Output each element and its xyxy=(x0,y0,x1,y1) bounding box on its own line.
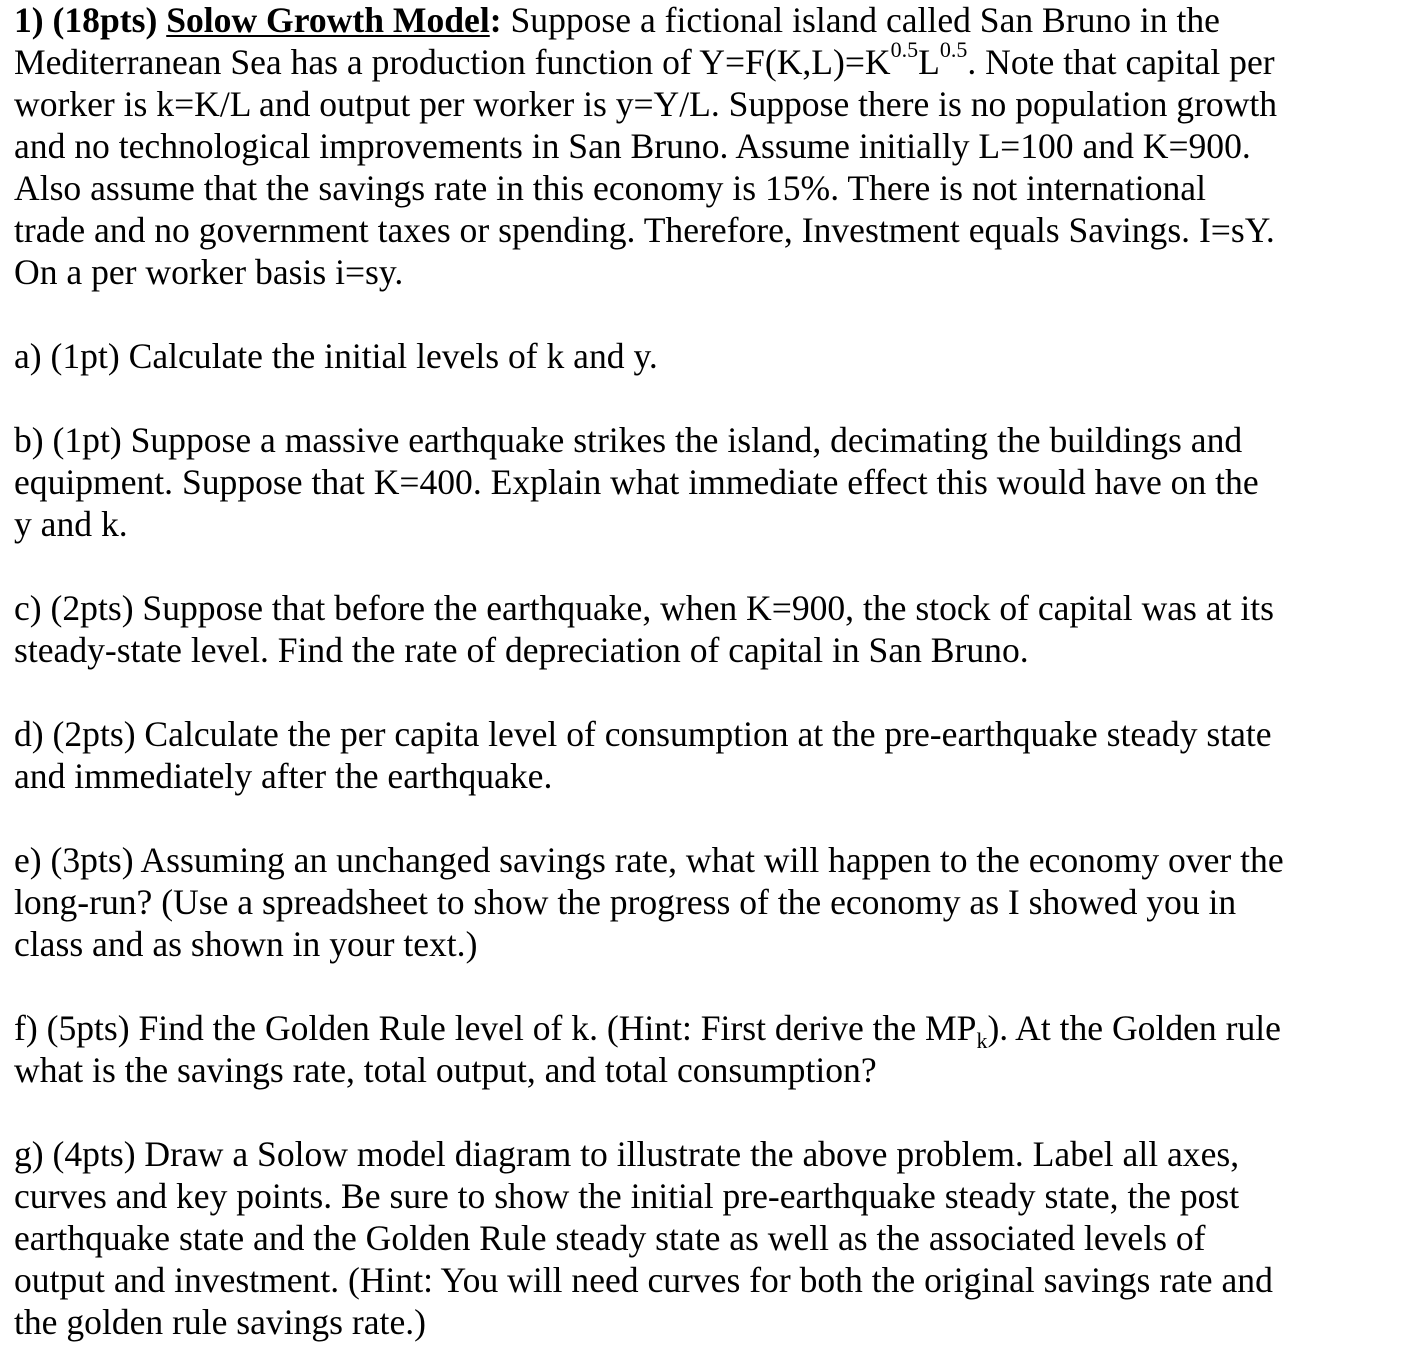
part-d xyxy=(14,713,1414,797)
spacer xyxy=(14,797,1414,839)
part-g-line-5: the golden rule savings rate.) xyxy=(14,1302,426,1342)
part-b-line-3: y and k. xyxy=(14,504,128,544)
part-f-line-1 xyxy=(14,1007,1414,1054)
part-c xyxy=(14,587,1414,671)
problem-document xyxy=(14,0,1414,1343)
part-d-line-1: d) (2pts) Calculate the per capita level of consumption at the pre-earthquake steady state xyxy=(14,714,1272,754)
question-number: 1) xyxy=(14,0,44,40)
intro-line-1 xyxy=(14,0,1414,41)
question-topic-colon: : xyxy=(489,0,502,40)
exponent-l: 0.5 xyxy=(939,37,968,63)
part-d-line-2: and immediately after the earthquake. xyxy=(14,756,553,796)
question-topic: Solow Growth Model xyxy=(166,0,490,40)
intro-line-6: trade and no government taxes or spending. Therefore, Investment equals Savings. I=sY. xyxy=(14,210,1275,250)
part-g xyxy=(14,1133,1414,1343)
question-intro xyxy=(14,0,1414,293)
intro-text-1: Suppose a fictional island called San Bruno in the xyxy=(501,0,1220,40)
intro-line-5: Also assume that the savings rate in this economy is 15%. There is not international xyxy=(14,168,1206,208)
mpk-subscript: k xyxy=(976,1028,988,1054)
part-f-line-2: what is the savings rate, total output, and total consumption? xyxy=(14,1050,877,1090)
part-b xyxy=(14,419,1414,545)
intro-line-7: On a per worker basis i=sy. xyxy=(14,252,404,292)
spacer xyxy=(14,1091,1414,1133)
intro-line-4: and no technological improvements in San Bruno. Assume initially L=100 and K=900. xyxy=(14,126,1251,166)
part-e-line-1: e) (3pts) Assuming an unchanged savings rate, what will happen to the economy over the xyxy=(14,840,1284,880)
part-b-line-2: equipment. Suppose that K=400. Explain what immediate effect this would have on the xyxy=(14,462,1259,502)
part-f-text-1a: f) (5pts) Find the Golden Rule level of k. (Hint: First derive the MP xyxy=(14,1008,977,1048)
part-f xyxy=(14,1007,1414,1091)
part-f-text-1b: ). At the Golden rule xyxy=(987,1008,1281,1048)
exponent-k: 0.5 xyxy=(890,37,919,63)
part-g-line-2: curves and key points. Be sure to show the initial pre-earthquake steady state, the post xyxy=(14,1176,1240,1216)
part-e-line-3: class and as shown in your text.) xyxy=(14,924,478,964)
intro-text-2c: . Note that capital per xyxy=(967,42,1275,82)
part-a xyxy=(14,335,1414,377)
part-g-line-1: g) (4pts) Draw a Solow model diagram to illustrate the above problem. Label all axes, xyxy=(14,1134,1240,1174)
part-c-line-2: steady-state level. Find the rate of depreciation of capital in San Bruno. xyxy=(14,630,1029,670)
part-b-line-1: b) (1pt) Suppose a massive earthquake strikes the island, decimating the buildings and xyxy=(14,420,1243,460)
spacer xyxy=(14,293,1414,335)
intro-line-2 xyxy=(14,37,1414,83)
part-c-line-1: c) (2pts) Suppose that before the earthquake, when K=900, the stock of capital was at its xyxy=(14,588,1274,628)
spacer xyxy=(14,377,1414,419)
intro-text-2a: Mediterranean Sea has a production function of Y=F(K,L)=K xyxy=(14,42,891,82)
spacer xyxy=(14,965,1414,1007)
part-g-line-3: earthquake state and the Golden Rule steady state as well as the associated levels of xyxy=(14,1218,1206,1258)
question-points: (18pts) xyxy=(52,0,158,40)
part-e xyxy=(14,839,1414,965)
part-g-line-4: output and investment. (Hint: You will need curves for both the original savings rate and xyxy=(14,1260,1273,1300)
part-a-line-1: a) (1pt) Calculate the initial levels of k and y. xyxy=(14,336,658,376)
spacer xyxy=(14,671,1414,713)
spacer xyxy=(14,545,1414,587)
part-e-line-2: long-run? (Use a spreadsheet to show the progress of the economy as I showed you in xyxy=(14,882,1237,922)
intro-text-2b: L xyxy=(918,42,940,82)
intro-line-3: worker is k=K/L and output per worker is y=Y/L. Suppose there is no population growth xyxy=(14,84,1278,124)
